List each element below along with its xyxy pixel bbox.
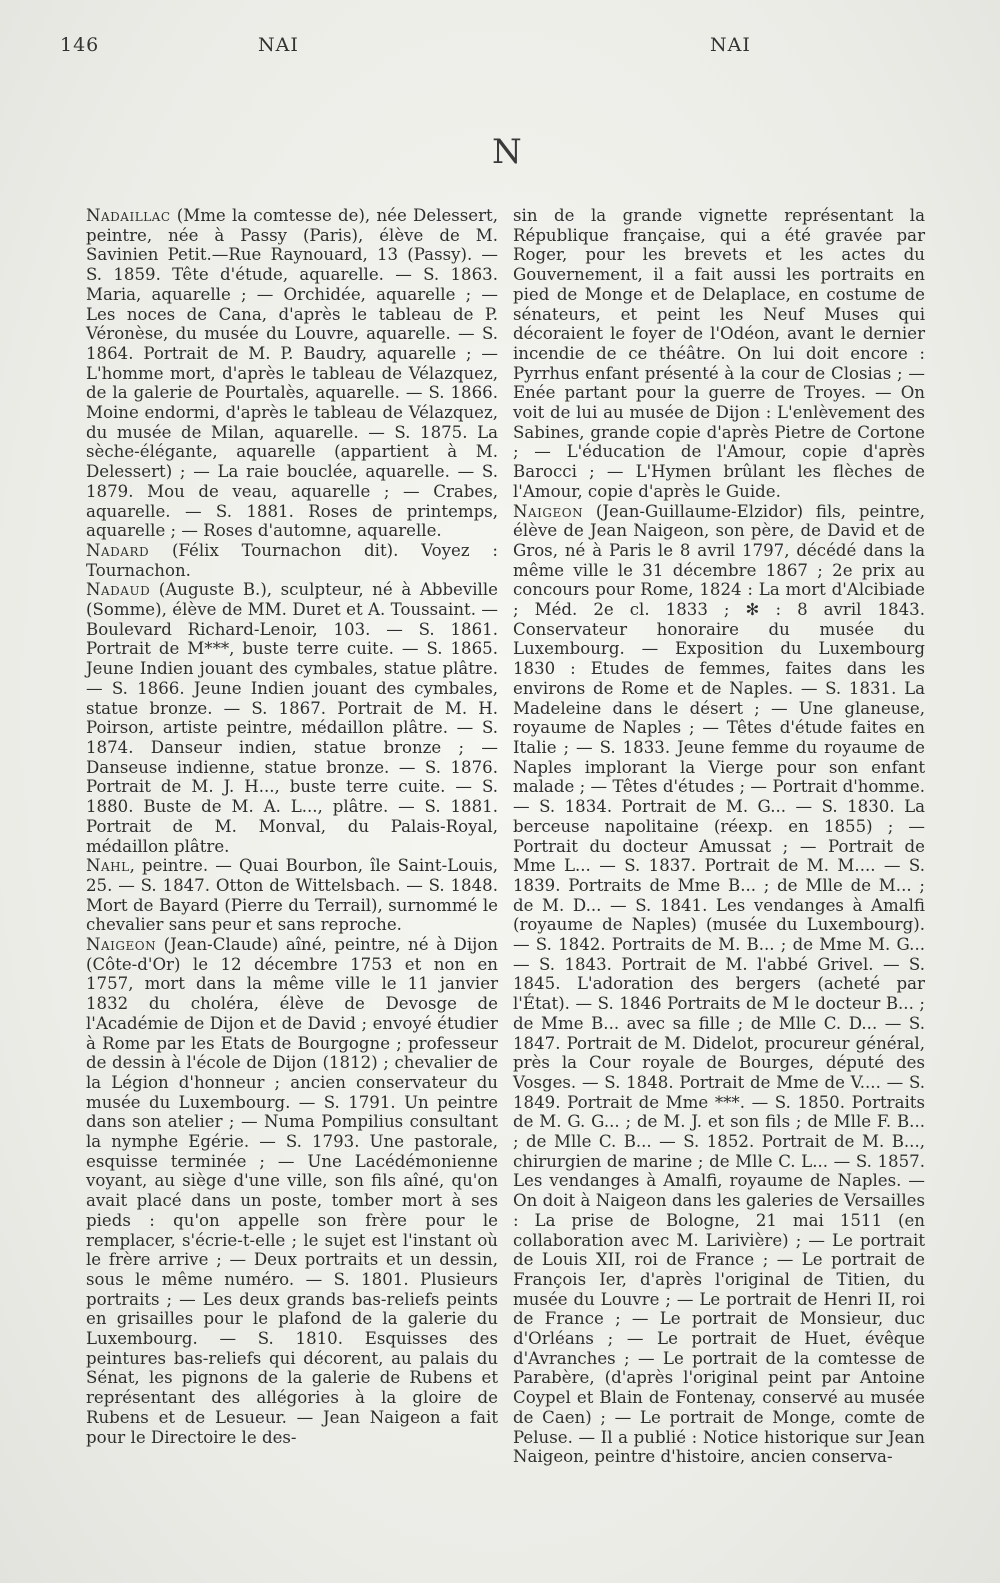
entry-text: sin de la grande vignette représentant la République française, qui a été gravée par Roger, pour les brevets et les actes du Gouvernement, il a fait aussi les portraits en pied de Monge et de Delaplace, en costume de sénateurs, et peint les Neuf Muses qui décoraient le foyer de l'Odéon, avant le dernier incendie de ce théâtre. On lui doit encore : Pyrrhus enfant présenté à la cour de Closias ; — Enée partant pour la guerre de Troyes. — On voit de lui au musée de Dijon : L'enlèvement des Sabines, grande copie d'après Pietre de Cortone ; — L'éducation de l'Amour, copie d'après Barocci ; — L'Hymen brûlant les flèches de l'Amour, copie d'après le Guide. — [513, 206, 925, 501]
section-letter: N — [492, 132, 522, 172]
entry-text: (Félix Tournachon dit). Voyez : Tournachon. — [86, 540, 498, 580]
page-number: 146 — [60, 34, 100, 56]
entry-naigeon-fils — [513, 502, 925, 1467]
entry-naigeon-aine — [86, 935, 498, 1447]
entry-headword: Nadaillac — [86, 206, 171, 225]
entry-nadard — [86, 541, 498, 580]
entry-nadaillac — [86, 206, 498, 541]
running-head-left: NAI — [258, 34, 299, 56]
entry-text: (Jean-Claude) aîné, peintre, né à Dijon (Côte-d'Or) le 12 décembre 1753 et non en 1757, mort dans la même ville le 11 janvier 1832 du choléra, élève de Devosge de l'Académie de Dijon et de David ; envoyé étudier à Rome par les Etats de Bourgogne ; professeur de dessin à l'école de Dijon (1812) ; chevalier de la Légion d'honneur ; ancien conservateur du musée du Luxembourg. — S. 1791. Un peintre dans son atelier ; — Numa Pompilius consultant la nymphe Egérie. — S. 1793. Une pastorale, esquisse terminée ; — Une Lacédémonienne voyant, au siège d'une ville, son fils aîné, qu'on avait placé dans un poste, tomber mort à ses pieds : qu'on appelle son frère pour le remplacer, s'écrie-t-elle ; le sujet est l'instant où le frère arrive ; — Deux portraits et un dessin, sous le même numéro. — S. 1801. Plusieurs portraits ; — Les deux grands bas-reliefs peints en grisailles pour le plafond de la galerie du Luxembourg. — S. 1810. Esquisses des peintures bas-reliefs qui décorent, au palais du Sénat, les pignons de la galerie de Rubens et représentant des allégories à la gloire de Rubens et de Lesueur. — Jean Naigeon a fait pour le Directoire le des- — [86, 935, 498, 1447]
entry-headword: Nahl — [86, 856, 130, 876]
entry-text: (Auguste B.), sculpteur, né à Abbeville (Somme), élève de MM. Duret et A. Toussaint. — Boulevard Richard-Lenoir, 103. — S. 1861. Portrait de M***, buste terre cuite. — S. 1865. Jeune Indien jouant des cymbales, statue plâtre. — S. 1866. Jeune Indien jouant des cymbales, statue bronze. — S. 1867. Portrait de M. H. Poirson, artiste peintre, médaillon plâtre. — S. 1874. Danseur indien, statue bronze ; — Danseuse indienne, statue bronze. — S. 1876. Portrait de M. J. H..., buste terre cuite. — S. 1880. Buste de M. A. L..., plâtre. — S. 1881. Portrait de M. Monval, du Palais-Royal, médaillon plâtre. — [86, 580, 498, 856]
entry-nadaud — [86, 580, 498, 856]
entry-text: , peintre. — Quai Bourbon, île Saint-Louis, 25. — S. 1847. Otton de Wittelsbach. — S. 1848. Mort de Bayard (Pierre du Terrail), surnommé le chevalier sans peur et sans reproche. — [86, 856, 498, 935]
entry-nahl — [86, 856, 498, 935]
entry-headword: Nadaud — [86, 580, 151, 600]
entry-text: (Jean-Guillaume-Elzidor) fils, peintre, élève de Jean Naigeon, son père, de David et de Gros, né à Paris le 8 avril 1797, décédé dans la même ville le 31 décembre 1867 ; 2e prix au concours pour Rome, 1824 : La mort d'Alcibiade ; Méd. 2e cl. 1833 ; ✻ : 8 avril 1843. Conservateur honoraire du musée du Luxembourg. — Exposition du Luxembourg 1830 : Etudes de femmes, faites dans les environs de Rome et de Naples. — S. 1831. La Madeleine dans le désert ; — Une glaneuse, royaume de Naples ; — Têtes d'étude faites en Italie ; — S. 1833. Jeune femme du royaume de Naples implorant la Vierge pour son enfant malade ; — Têtes d'études ; — Portrait d'homme. — S. 1834. Portrait de M. G... — S. 1830. La berceuse napolitaine (réexp. en 1855) ; — Portrait du docteur Amussat ; — Portrait de Mme L... — S. 1837. Portrait de M. M.... — S. 1839. Portraits de Mme B... ; de Mlle de M... ; de M. D... — S. 1841. Les vendanges à Amalfi (royaume de Naples) (musée du Luxembourg). — S. 1842. Portraits de M. B... ; de Mme M. G... — S. 1843. Portrait de M. l'abbé Grivel. — S. 1845. L'adoration des bergers (acheté par l'État). — S. 1846 Portraits de M le docteur B... ; de Mme B... avec sa fille ; de Mlle C. D... — S. 1847. Portrait de M. Didelot, procureur général, près la Cour royale de Bourges, député des Vosges. — S. 1848. Portrait de Mme de V.... — S. 1849. Portrait de Mme ***. — S. 1850. Portraits de M. G. G... ; de M. J. et son fils ; de Mlle F. B... ; de Mlle C. B... — S. 1852. Portrait de M. B..., chirurgien de marine ; de Mlle C. L... — S. 1857. Les vendanges à Amalfi, royaume de Naples. — On doit à Naigeon dans les galeries de Versailles : La prise de Bologne, 21 mai 1511 (en collaboration avec M. Larivière) ; — Le portrait de Louis XII, roi de France ; — Le portrait de François Ier, d'après l'original de Titien, du musée du Louvre ; — Le portrait de Henri II, roi de France ; — Le portrait de Monsieur, duc d'Orléans ; — Le portrait de Huet, évêque d'Avranches ; — Le portrait de la comtesse de Parabère, (d'après l'original peint par Antoine Coypel et Blain de Fontenay, conservé au musée de Caen) ; — Le portrait de Monge, comte de Peluse. — Il a publié : Notice historique sur Jean Naigeon, peintre d'histoire, ancien conserva- — [513, 501, 925, 1467]
right-column — [513, 206, 925, 1467]
left-column — [86, 206, 498, 1447]
running-head-right: NAI — [710, 34, 751, 56]
entry-headword: Nadard — [86, 540, 150, 560]
entry-continuation — [513, 206, 925, 502]
entry-headword: Naigeon — [513, 501, 584, 521]
entry-text: (Mme la comtesse de), née Delessert, peintre, née à Passy (Paris), élève de M. Savinien Petit.—Rue Raynouard, 13 (Passy). — S. 1859. Tête d'étude, aquarelle. — S. 1863. Maria, aquarelle ; — Orchidée, aquarelle ; — Les noces de Cana, d'après le tableau de P. Véronèse, du musée du Louvre, aquarelle. — S. 1864. Portrait de M. P. Baudry, aquarelle ; — L'homme mort, d'après le tableau de Vélazquez, de la galerie de Pourtalès, aquarelle. — S. 1866. Moine endormi, d'après le tableau de Vélazquez, du musée de Milan, aquarelle. — S. 1875. La sèche-élégante, aquarelle (appartient à M. Delessert) ; — La raie bouclée, aquarelle. — S. 1879. Mou de veau, aquarelle ; — Crabes, aquarelle. — S. 1881. Roses de printemps, aquarelle ; — Roses d'automne, aquarelle. — [86, 206, 498, 541]
entry-headword: Naigeon — [86, 935, 157, 955]
